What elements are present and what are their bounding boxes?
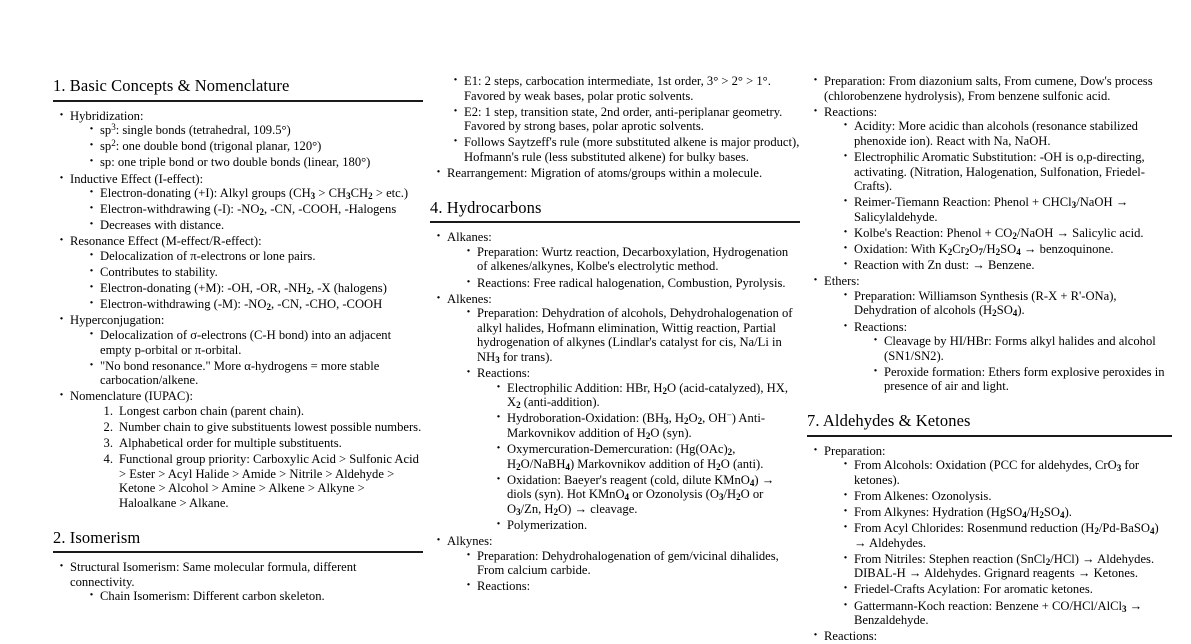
list-item [87, 297, 423, 312]
sublist [87, 589, 423, 604]
list-item [811, 444, 1172, 628]
item-text: Cleavage by HI/HBr: Forms alkyl halides and alcohol (SN1/SN2). [884, 334, 1156, 363]
section-heading-basic-concepts: 1. Basic Concepts & Nomenclature [53, 76, 423, 102]
list-item [811, 74, 1172, 103]
item-text: Reactions: [824, 629, 878, 644]
list-item [451, 135, 800, 164]
item-text: Polymerization. [507, 518, 588, 533]
item-text: Rearrangement: Migration of atoms/groups within a molecule. [447, 166, 763, 181]
list-item [494, 411, 800, 440]
list-item [434, 292, 800, 533]
item-text: Preparation: Dehydration of alcohols, Dehydrohalogenation of alkyl halides, Hofmann elimination, Wittig reaction, Partial hydrogenation of alkynes (Lindlar's catalyst for cis, Na/Li in $NH_3$ for trans). [477, 306, 793, 366]
sublist [87, 249, 423, 312]
item-text: $sp^3$: single bonds (tetrahedral, 109.5°) [100, 122, 291, 138]
item-text: From Acyl Chlorides: Rosenmund reduction $(H_2/Pd-BaSO_4)$ → Aldehydes. [854, 521, 1159, 550]
notes-column-3 [807, 0, 1172, 644]
rule-gap [807, 437, 1172, 444]
item-text: Inductive Effect (I-effect): [70, 171, 204, 186]
sublist [464, 549, 800, 594]
item-text: E2: 1 step, transition state, 2nd order, anti-periplanar geometry. Favored by strong bases, polar aprotic solvents. [464, 104, 783, 134]
item-text: Resonance Effect (M-effect/R-effect): [70, 234, 262, 249]
item-text: Reactions: Free radical halogenation, Combustion, Pyrolysis. [477, 275, 786, 290]
item-text: Structural Isomerism: Same molecular formula, different connectivity. [70, 560, 357, 589]
list-item [451, 74, 800, 103]
list-item [93, 452, 423, 510]
list-item [87, 265, 423, 280]
list-item [494, 381, 800, 410]
list-item [434, 230, 800, 290]
item-text: Functional group priority: Carboxylic Acid > Sulfonic Acid > Ester > Acyl Halide > Amide > Nitrile > Aldehyde > Ketone > Alcohol > Amine > Alkene > Alkyne > Haloalkane > Alkane. [119, 452, 419, 510]
rule-gap [430, 223, 800, 230]
item-text: Follows Saytzeff's rule (more substituted alkene is major product), Hofmann's rule (less substituted alkene) for bulky bases. [464, 135, 800, 164]
item-text: Preparation: From diazonium salts, From cumene, Dow's process (chlorobenzene hydrolysis), From benzene sulfonic acid. [824, 74, 1153, 103]
list-aldehydes-ketones [811, 444, 1172, 644]
list-number: 4. [103, 452, 113, 467]
list-elimination-continuation [434, 74, 800, 181]
item-text: Delocalization of π-electrons or lone pairs. [100, 248, 316, 263]
list-item [811, 274, 1172, 394]
list-item [87, 186, 423, 201]
item-text: Hydroboration-Oxidation: ($BH_3$, $H_2O_2$, OH−) Anti-Markovnikov addition of $H_2O$ (syn). [507, 410, 766, 441]
section-heading-hydrocarbons: 4. Hydrocarbons [430, 198, 800, 224]
list-item [841, 582, 1172, 597]
item-text: Kolbe's Reaction: Phenol + $CO_2$/NaOH → Salicylic acid. [854, 225, 1144, 241]
item-text: Preparation: [824, 443, 886, 458]
list-item [841, 521, 1172, 550]
item-text: Oxymercuration-Demercuration: ($Hg(OAc)_2$, $H_2O/NaBH_4$) Markovnikov addition of $H_2O$ (anti). [507, 442, 764, 472]
item-text: Reimer-Tiemann Reaction: Phenol + CHCl$_3$/NaOH → Salicylaldehyde. [854, 195, 1129, 224]
item-text: Delocalization of σ-electrons (C-H bond) into an adjacent empty p-orbital or π-orbital. [100, 327, 392, 357]
rule-gap [53, 102, 423, 109]
list-item [57, 560, 423, 604]
item-text: Alkenes: [447, 291, 492, 306]
list-item [87, 139, 423, 154]
sublist [841, 458, 1172, 628]
list-item [494, 442, 800, 471]
list-item [464, 366, 800, 533]
item-text: Number chain to give substituents lowest possible numbers. [119, 420, 422, 434]
item-text: Reactions: [477, 579, 531, 594]
list-item [841, 552, 1172, 581]
list-item [87, 281, 423, 296]
list-item-clipped [811, 629, 1172, 644]
list-item [841, 289, 1172, 318]
section-heading-aldehydes-ketones: 7. Aldehydes & Ketones [807, 411, 1172, 437]
list-item [57, 389, 423, 510]
notes-column-2 [430, 0, 800, 626]
item-text: E1: 2 steps, carbocation intermediate, 1st order, 3° > 2° > 1°. Favored by weak bases, polar protic solvents. [464, 74, 771, 103]
list-item [841, 258, 1172, 273]
list-item [93, 404, 423, 419]
list-item [841, 119, 1172, 148]
item-text: Electron-donating (+I): Alkyl groups $(CH_3 > CH_3CH_2 > etc.)$ [100, 186, 409, 202]
list-isomerism [57, 560, 423, 604]
list-item [841, 599, 1172, 628]
item-text: Contributes to stability. [100, 265, 218, 280]
item-text: Electron-withdrawing (-M): $-NO_2$, -CN, -CHO, -COOH [100, 297, 383, 313]
item-text: Friedel-Crafts Acylation: For aromatic ketones. [854, 582, 1093, 597]
item-text: Nomenclature (IUPAC): [70, 389, 193, 404]
item-text: $sp^2$: one double bond (trigonal planar, 120°) [100, 138, 322, 154]
sublist [464, 245, 800, 290]
sublist [87, 328, 423, 388]
item-text: Alkynes: [447, 534, 493, 549]
item-text: Electron-donating (+M): -OH, -OR, $-NH_2$, -X (halogens) [100, 281, 387, 297]
list-number: 3. [103, 436, 113, 451]
list-item [464, 245, 800, 274]
list-item [93, 436, 423, 451]
list-item [841, 226, 1172, 241]
list-item [57, 172, 423, 233]
list-hydrocarbons [434, 230, 800, 594]
item-text: Alphabetical order for multiple substituents. [119, 436, 342, 451]
list-item [87, 202, 423, 217]
list-item [57, 313, 423, 387]
list-item [841, 320, 1172, 394]
list-item [841, 458, 1172, 487]
sublist [464, 306, 800, 532]
item-text: From Alcohols: Oxidation (PCC for aldehydes, CrO$_3$ for ketones). [854, 458, 1140, 487]
item-text: Reactions: [824, 104, 878, 119]
item-text: Oxidation: Baeyer's reagent (cold, dilute KMnO$_4$) → diols (syn). Hot KMnO$_4$ or Ozonolysis ($O_3/H_2O$ or $O_3/Zn$, $H_2O$) → cleavage. [507, 472, 775, 517]
sublist [841, 289, 1172, 394]
sublist [494, 381, 800, 533]
item-text: Preparation: Williamson Synthesis (R-X + R'-ONa), Dehydration of alcohols $(H_2SO_4)$. [854, 288, 1117, 319]
list-phenols-ethers-continuation [811, 74, 1172, 394]
item-text: Reactions: [477, 366, 531, 381]
sublist [841, 119, 1172, 272]
list-item [87, 218, 423, 233]
item-text: Alkanes: [447, 230, 492, 245]
sublist [871, 334, 1172, 394]
item-text: Preparation: Wurtz reaction, Decarboxylation, Hydrogenation of alkenes/alkynes, Kolbe's electrolytic method. [477, 244, 789, 274]
list-item [87, 589, 423, 604]
item-text: Longest carbon chain (parent chain). [119, 403, 304, 418]
item-text: Electrophilic Aromatic Substitution: -OH is o,p-directing, activating. (Nitration, Halogenation, Sulfonation, Friedel-Crafts). [854, 149, 1145, 194]
list-item [841, 505, 1172, 520]
list-item [87, 359, 423, 388]
item-text: From Alkynes: Hydration $(HgSO_4/H_2SO_4)$. [854, 504, 1072, 520]
item-text: "No bond resonance." More α-hydrogens = more stable carbocation/alkene. [100, 358, 380, 388]
item-text: Electron-withdrawing (-I): $-NO_2$, -CN, -COOH, -Halogens [100, 202, 397, 218]
item-text: Electrophilic Addition: HBr, $H_2O$ (acid-catalyzed), HX, $X_2$ (anti-addition). [507, 380, 789, 411]
list-number: 1. [103, 403, 113, 418]
list-item [871, 365, 1172, 394]
list-item [464, 579, 800, 594]
item-text: Preparation: Dehydrohalogenation of gem/vicinal dihalides, From calcium carbide. [477, 548, 779, 578]
list-item [494, 473, 800, 517]
item-text: Chain Isomerism: Different carbon skeleton. [100, 589, 325, 604]
list-item [87, 328, 423, 357]
item-text: Reaction with Zn dust: → Benzene. [854, 258, 1035, 273]
list-item [87, 249, 423, 264]
list-item [811, 105, 1172, 273]
item-text: Acidity: More acidic than alcohols (resonance stabilized phenoxide ion). React with Na, NaOH. [854, 119, 1138, 148]
item-text: Peroxide formation: Ethers form explosive peroxides in presence of air and light. [884, 364, 1165, 394]
ordered-sublist-iupac [93, 404, 423, 511]
list-item [841, 195, 1172, 224]
list-item [871, 334, 1172, 363]
section-heading-isomerism: 2. Isomerism [53, 528, 423, 554]
sublist [87, 123, 423, 170]
list-item [451, 105, 800, 134]
list-item [57, 234, 423, 311]
item-text: Hybridization: [70, 108, 144, 123]
item-text: Oxidation: With $K_2Cr_2O_7/H_2SO_4$ → benzoquinone. [854, 242, 1114, 258]
item-text: Decreases with distance. [100, 218, 225, 233]
list-item [464, 306, 800, 364]
list-number: 2. [103, 420, 113, 434]
list-item [57, 109, 423, 170]
list-item [841, 150, 1172, 194]
item-text: Hyperconjugation: [70, 313, 165, 328]
list-item [841, 242, 1172, 257]
item-text: From Nitriles: Stephen reaction (SnCl$_2$/HCl) → Aldehydes. DIBAL-H → Aldehydes. Grignard reagents → Ketones. [854, 551, 1155, 581]
list-item [494, 518, 800, 533]
list-item [464, 549, 800, 578]
notes-column-1 [53, 0, 423, 626]
item-text: From Alkenes: Ozonolysis. [854, 488, 992, 503]
rule-gap [53, 553, 423, 560]
sublist [87, 186, 423, 233]
list-item [87, 123, 423, 138]
list-item [87, 155, 423, 170]
list-basic-concepts [57, 109, 423, 511]
list-item [434, 534, 800, 594]
list-item [434, 166, 800, 181]
list-item [93, 420, 423, 435]
item-text: sp: one triple bond or two double bonds (linear, 180°) [100, 155, 371, 170]
item-text: Ethers: [824, 274, 860, 289]
item-text: Reactions: [854, 319, 908, 334]
item-text: Gattermann-Koch reaction: Benzene + CO/HCl/AlCl$_3$ → Benzaldehyde. [854, 598, 1143, 628]
list-item [841, 489, 1172, 504]
list-item [464, 276, 800, 291]
